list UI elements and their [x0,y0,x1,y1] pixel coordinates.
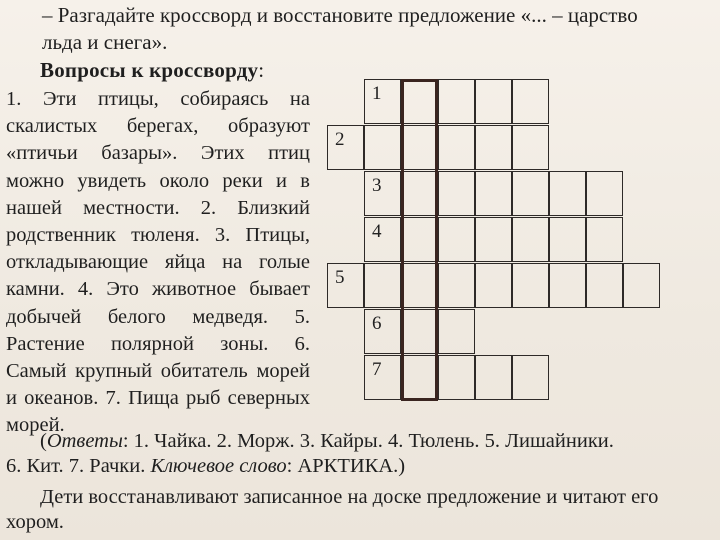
crossword-cell [623,263,660,308]
crossword-cell [401,171,438,216]
crossword-cell [512,263,549,308]
key-word-label: Ключевое слово [150,455,287,477]
crossword-cell [438,217,475,262]
crossword-cell [512,125,549,170]
crossword-cell [438,355,475,400]
answers-line-2 [6,455,405,478]
crossword-cell [512,79,549,124]
crossword-cell [364,171,401,216]
questions-heading-colon: : [258,58,265,82]
crossword-cell [475,79,512,124]
answers-label: Ответы [46,430,123,452]
crossword-cell [364,125,401,170]
crossword-cell [364,217,401,262]
crossword-row-number: 3 [372,175,382,196]
crossword-cell [549,217,586,262]
crossword-cell [327,125,364,170]
crossword-cell [364,79,401,124]
crossword-cell [438,171,475,216]
crossword-cell [401,355,438,400]
crossword-row-number: 2 [335,129,345,150]
crossword-cell [401,125,438,170]
answers-part-1: : 1. Чайка. 2. Морж. 3. Кайры. 4. Тюлень. 5. Лишайники. [122,430,614,452]
crossword-cell [438,309,475,354]
crossword-cell [549,263,586,308]
crossword-cell [401,263,438,308]
crossword-cell [475,217,512,262]
crossword-cell [438,79,475,124]
crossword-cell [475,125,512,170]
crossword-cell [549,171,586,216]
crossword-row-number: 1 [372,83,382,104]
intro-instruction [42,2,702,56]
crossword-row-number: 4 [372,221,382,242]
answers-open-paren: ( [40,430,47,452]
crossword-cell [364,355,401,400]
crossword-cell [401,217,438,262]
crossword-cell [475,355,512,400]
conclusion-line-2: хором. [6,511,64,533]
crossword-cell [512,217,549,262]
conclusion-line-1: Дети восстанавливают записанное на доске предложение и читают его [40,486,659,508]
key-word-value: : АРКТИКА.) [286,455,406,477]
crossword-cell [438,125,475,170]
crossword-row-number: 5 [335,267,345,288]
crossword-cell [586,171,623,216]
crossword-row-number: 6 [372,313,382,334]
questions-text: 1. Эти птицы, собираясь на скалистых берегах, образуют «птичьи базары». Этих птиц можно увидеть около реки и в нашей местности. 2. Близкий родственник тюленя. 3. Птицы, откладывающие яйца на голые камни. 4. Это животное бывает добычей белого медведя. 5. Растение полярной зоны. 6. Самый крупный обитатель морей и океанов. 7. Пища рыб северных морей. [6,88,310,437]
questions-heading-text: Вопросы к кроссворду [40,58,259,82]
crossword-cell [364,309,401,354]
crossword-cell [586,217,623,262]
crossword-cell [327,263,364,308]
crossword-cell [401,309,438,354]
intro-line-2: льда и снега». [42,30,168,54]
questions-heading [40,58,264,83]
crossword-cell [364,263,401,308]
crossword-cell [475,171,512,216]
crossword-cell [401,79,438,124]
crossword-cell [586,263,623,308]
crossword-cell [512,355,549,400]
intro-line-1: – Разгадайте кроссворд и восстановите предложение «... – царство [42,3,638,27]
crossword-cell [475,263,512,308]
answers-part-2: 6. Кит. 7. Рачки. [6,455,151,477]
crossword-cell [438,263,475,308]
crossword-row-number: 7 [372,359,382,380]
answers-line-1 [40,428,716,455]
crossword-cell [512,171,549,216]
